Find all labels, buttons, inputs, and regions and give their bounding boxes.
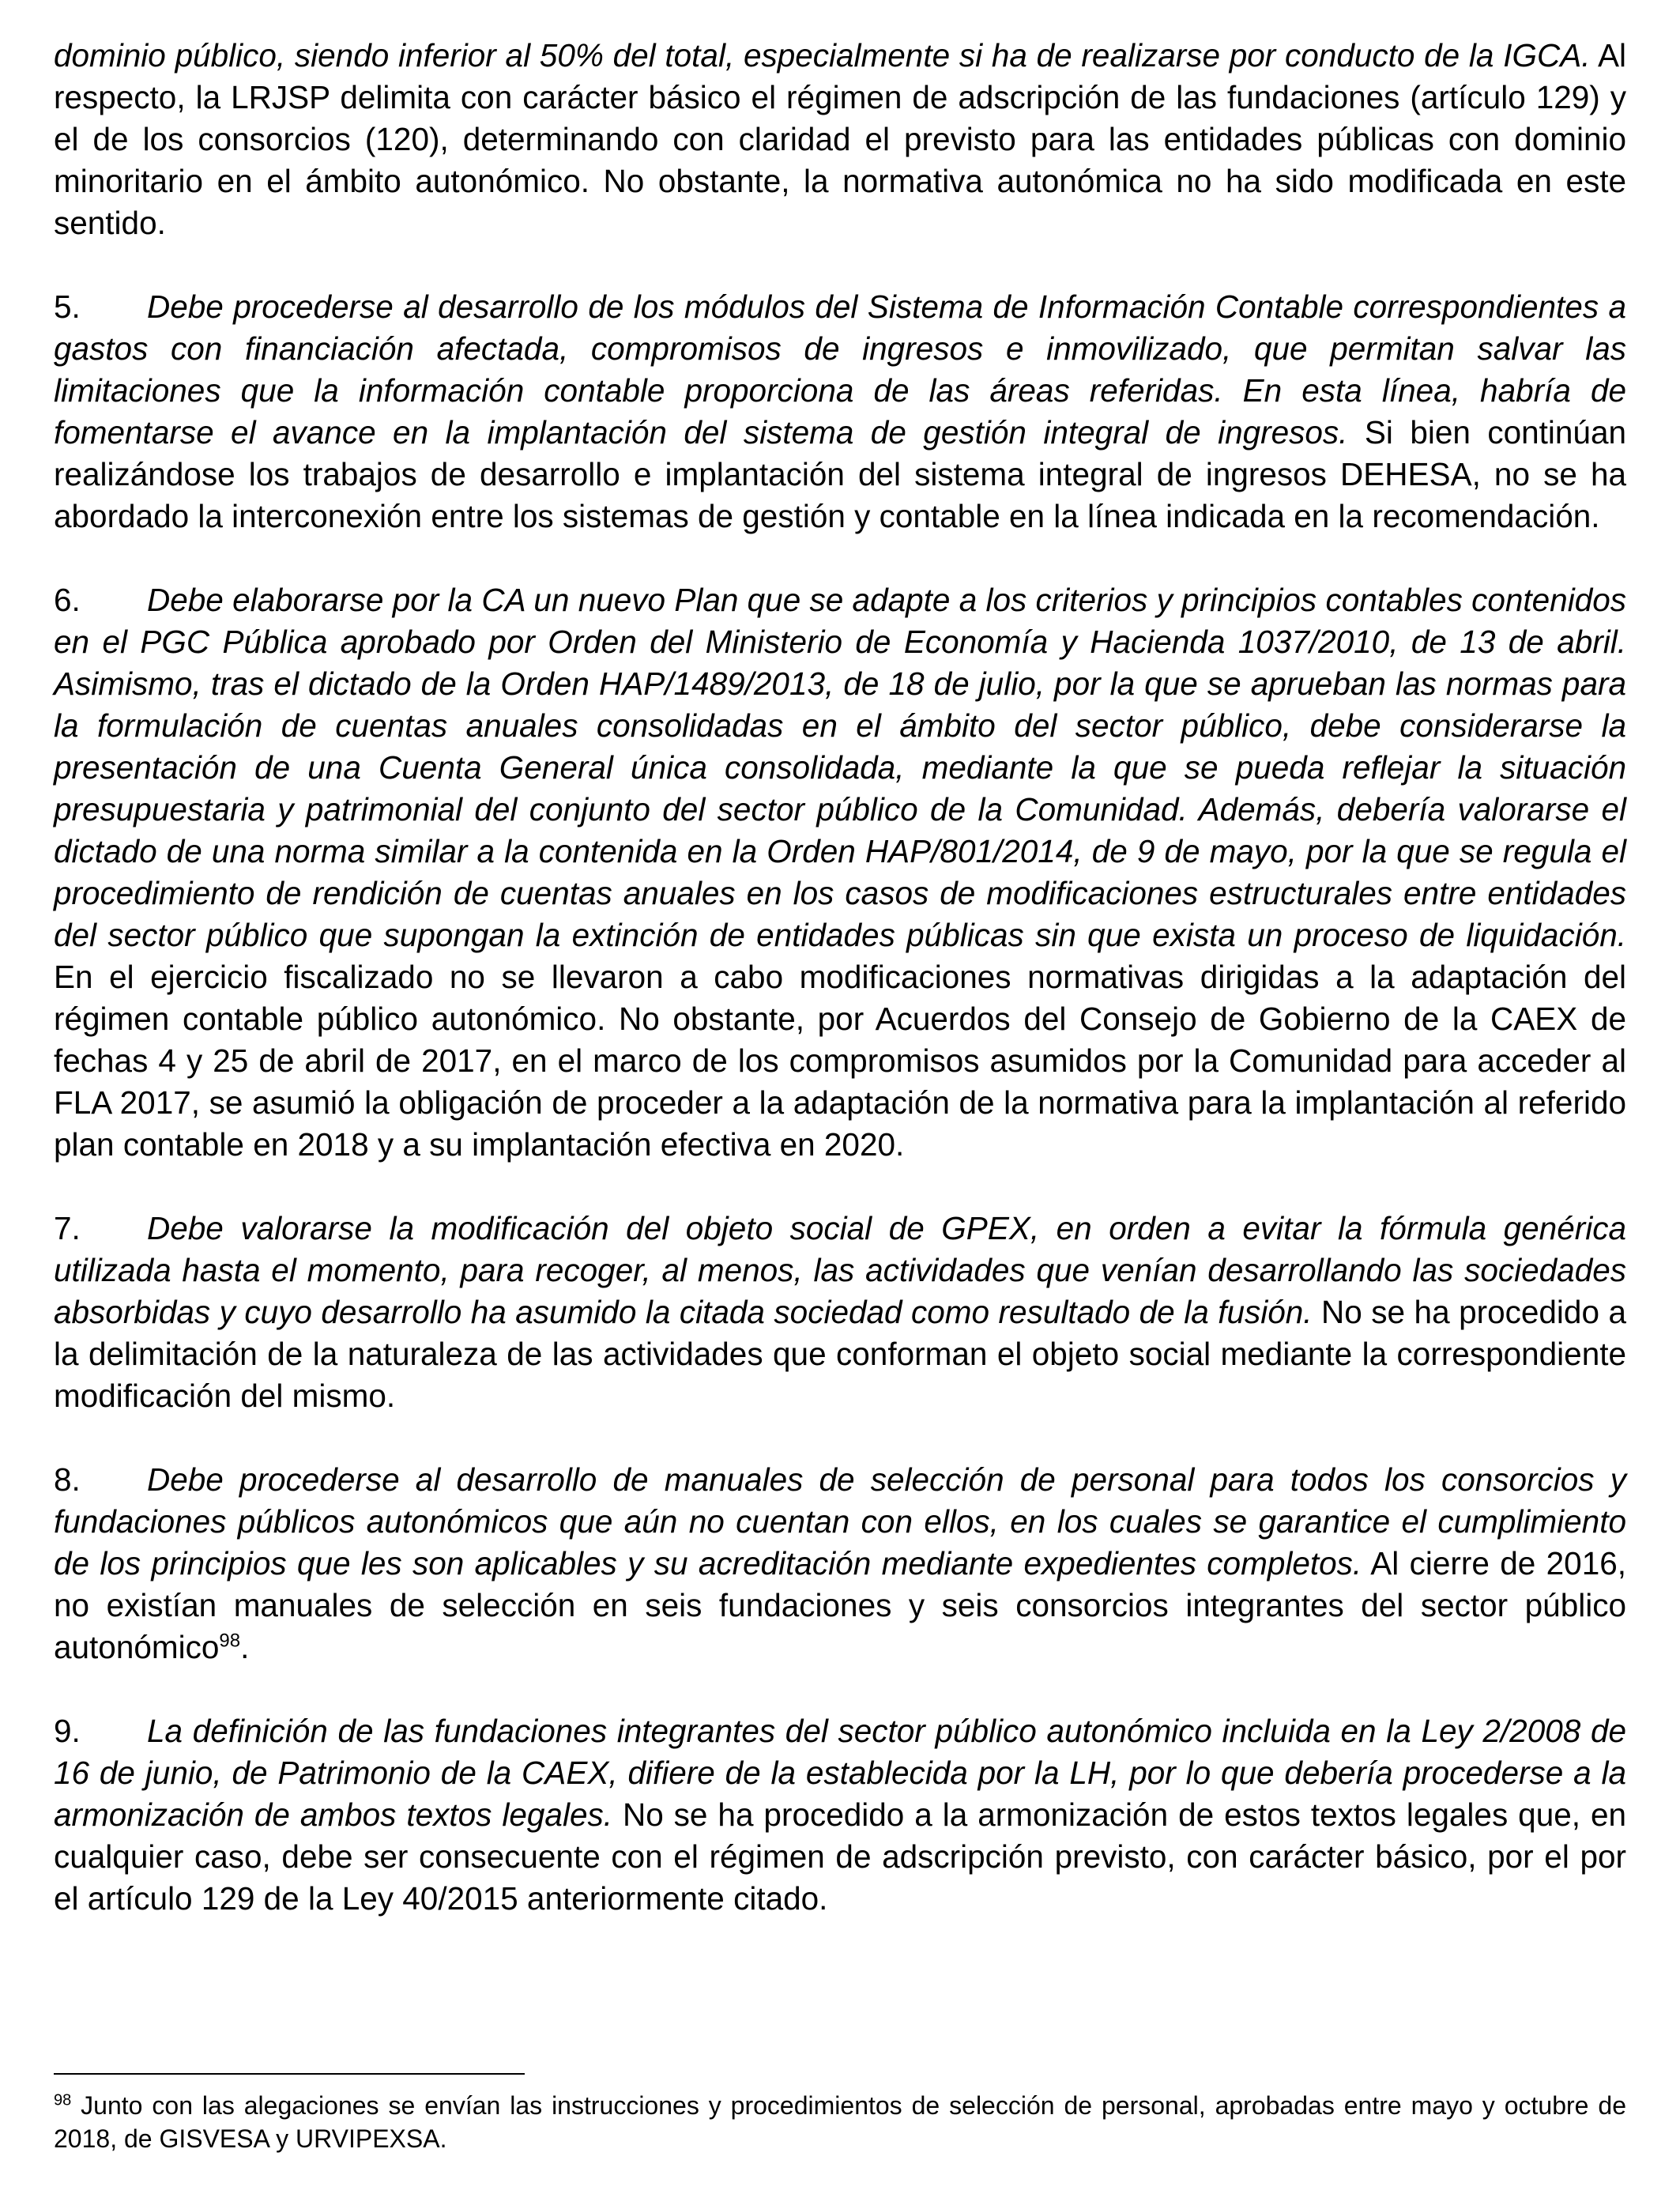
follow-up-text: No se ha procedido a la armonización de estos textos legales que, en cualquier caso, debe ser consecuente con el régimen de adscripción previsto, con carácter básico, por el por el artículo 129 de la Ley 40/2015 anteriormente citado. bbox=[54, 1796, 1627, 1917]
paragraph-number: 5. bbox=[54, 288, 81, 325]
paragraph-number: 8. bbox=[54, 1461, 81, 1498]
paragraph-number: 7. bbox=[54, 1210, 81, 1246]
paragraph-6 bbox=[54, 579, 1626, 1166]
follow-up-text: Si bien continúan realizándose los trabajos de desarrollo e implantación del sistema integral de ingresos DEHESA, no se ha abordado la interconexión entre los sistemas de gestión y contable en la línea indicada en la recomendación. bbox=[54, 414, 1626, 534]
follow-up-text: Al cierre de 2016, no existían manuales de selección en seis fundaciones y seis consorcios integrantes del sector público autonómico bbox=[54, 1545, 1627, 1665]
footnote-text: Junto con las alegaciones se envían las instrucciones y procedimientos de selección de personal, aprobadas entre mayo y octubre de 2018, de GISVESA y URVIPEXSA. bbox=[54, 2091, 1626, 2153]
footnote-reference[interactable]: 98 bbox=[219, 1630, 241, 1652]
follow-up-text: No se ha procedido a la delimitación de la naturaleza de las actividades que conforman el objeto social mediante la correspondiente modificación del mismo. bbox=[54, 1294, 1626, 1414]
follow-up-text: Al respecto, la LRJSP delimita con carácter básico el régimen de adscripción de las fundaciones (artículo 129) y el de los consorcios (120), determinando con claridad el previsto para las entidades públicas con dominio minoritario en el ámbito autonómico. No obstante, la normativa autonómica no ha sido modificada en este sentido. bbox=[54, 37, 1627, 241]
sentence-end: . bbox=[240, 1629, 250, 1665]
document-body bbox=[54, 35, 1626, 1962]
recommendation-text: Debe procederse al desarrollo de los módulos del Sistema de Información Contable correspondientes a gastos con financiación afectada, compromisos de ingresos e inmovilizado, que permitan salvar las limitaciones que la información contable proporciona de las áreas referidas. En esta línea, habría de fomentarse el avance en la implantación del sistema de gestión integral de ingresos. bbox=[54, 288, 1626, 450]
recommendation-text: dominio público, siendo inferior al 50% del total, especialmente si ha de realizarse por conducto de la IGCA. bbox=[54, 37, 1591, 74]
recommendation-text: Debe valorarse la modificación del objeto social de GPEX, en orden a evitar la fórmula genérica utilizada hasta el momento, para recoger, al menos, las actividades que venían desarrollando las sociedades absorbidas y cuyo desarrollo ha asumido la citada sociedad como resultado de la fusión. bbox=[54, 1210, 1626, 1330]
footnote bbox=[54, 2089, 1626, 2155]
paragraph-9 bbox=[54, 1710, 1626, 1920]
footnote-separator bbox=[54, 2073, 525, 2075]
paragraph-8 bbox=[54, 1459, 1626, 1668]
paragraph-intro bbox=[54, 35, 1626, 244]
recommendation-text: La definición de las fundaciones integrantes del sector público autonómico incluida en la Ley 2/2008 de 16 de junio, de Patrimonio de la CAEX, difiere de la establecida por la LH, por lo que debería procederse a la armonización de ambos textos legales. bbox=[54, 1713, 1626, 1833]
paragraph-5 bbox=[54, 286, 1626, 537]
recommendation-text: Debe elaborarse por la CA un nuevo Plan que se adapte a los criterios y principios contables contenidos en el PGC Pública aprobado por Orden del Ministerio de Economía y Hacienda 1037/2010, de 13 de abril. Asimismo, tras el dictado de la Orden HAP/1489/2013, de 18 de julio, por la que se aprueban las normas para la formulación de cuentas anuales consolidadas en el ámbito del sector público, debe considerarse la presentación de una Cuenta General única consolidada, mediante la que se pueda reflejar la situación presupuestaria y patrimonial del conjunto del sector público de la Comunidad. Además, debería valorarse el dictado de una norma similar a la contenida en la Orden HAP/801/2014, de 9 de mayo, por la que se regula el procedimiento de rendición de cuentas anuales en los casos de modificaciones estructurales entre entidades del sector público que supongan la extinción de entidades públicas sin que exista un proceso de liquidación. bbox=[54, 582, 1626, 953]
paragraph-number: 6. bbox=[54, 582, 81, 618]
paragraph-number: 9. bbox=[54, 1713, 81, 1749]
footnote-number: 98 bbox=[54, 2091, 72, 2109]
paragraph-7 bbox=[54, 1208, 1626, 1417]
recommendation-text: Debe procederse al desarrollo de manuales de selección de personal para todos los consorcios y fundaciones públicos autonómicos que aún no cuentan con ellos, en los cuales se garantice el cumplimiento de los principios que les son aplicables y su acreditación mediante expedientes completos. bbox=[54, 1461, 1626, 1581]
follow-up-text: En el ejercicio fiscalizado no se llevaron a cabo modificaciones normativas dirigidas a la adaptación del régimen contable público autonómico. No obstante, por Acuerdos del Consejo de Gobierno de la CAEX de fechas 4 y 25 de abril de 2017, en el marco de los compromisos asumidos por la Comunidad para acceder al FLA 2017, se asumió la obligación de proceder a la adaptación de la normativa para la implantación al referido plan contable en 2018 y a su implantación efectiva en 2020. bbox=[54, 959, 1626, 1163]
